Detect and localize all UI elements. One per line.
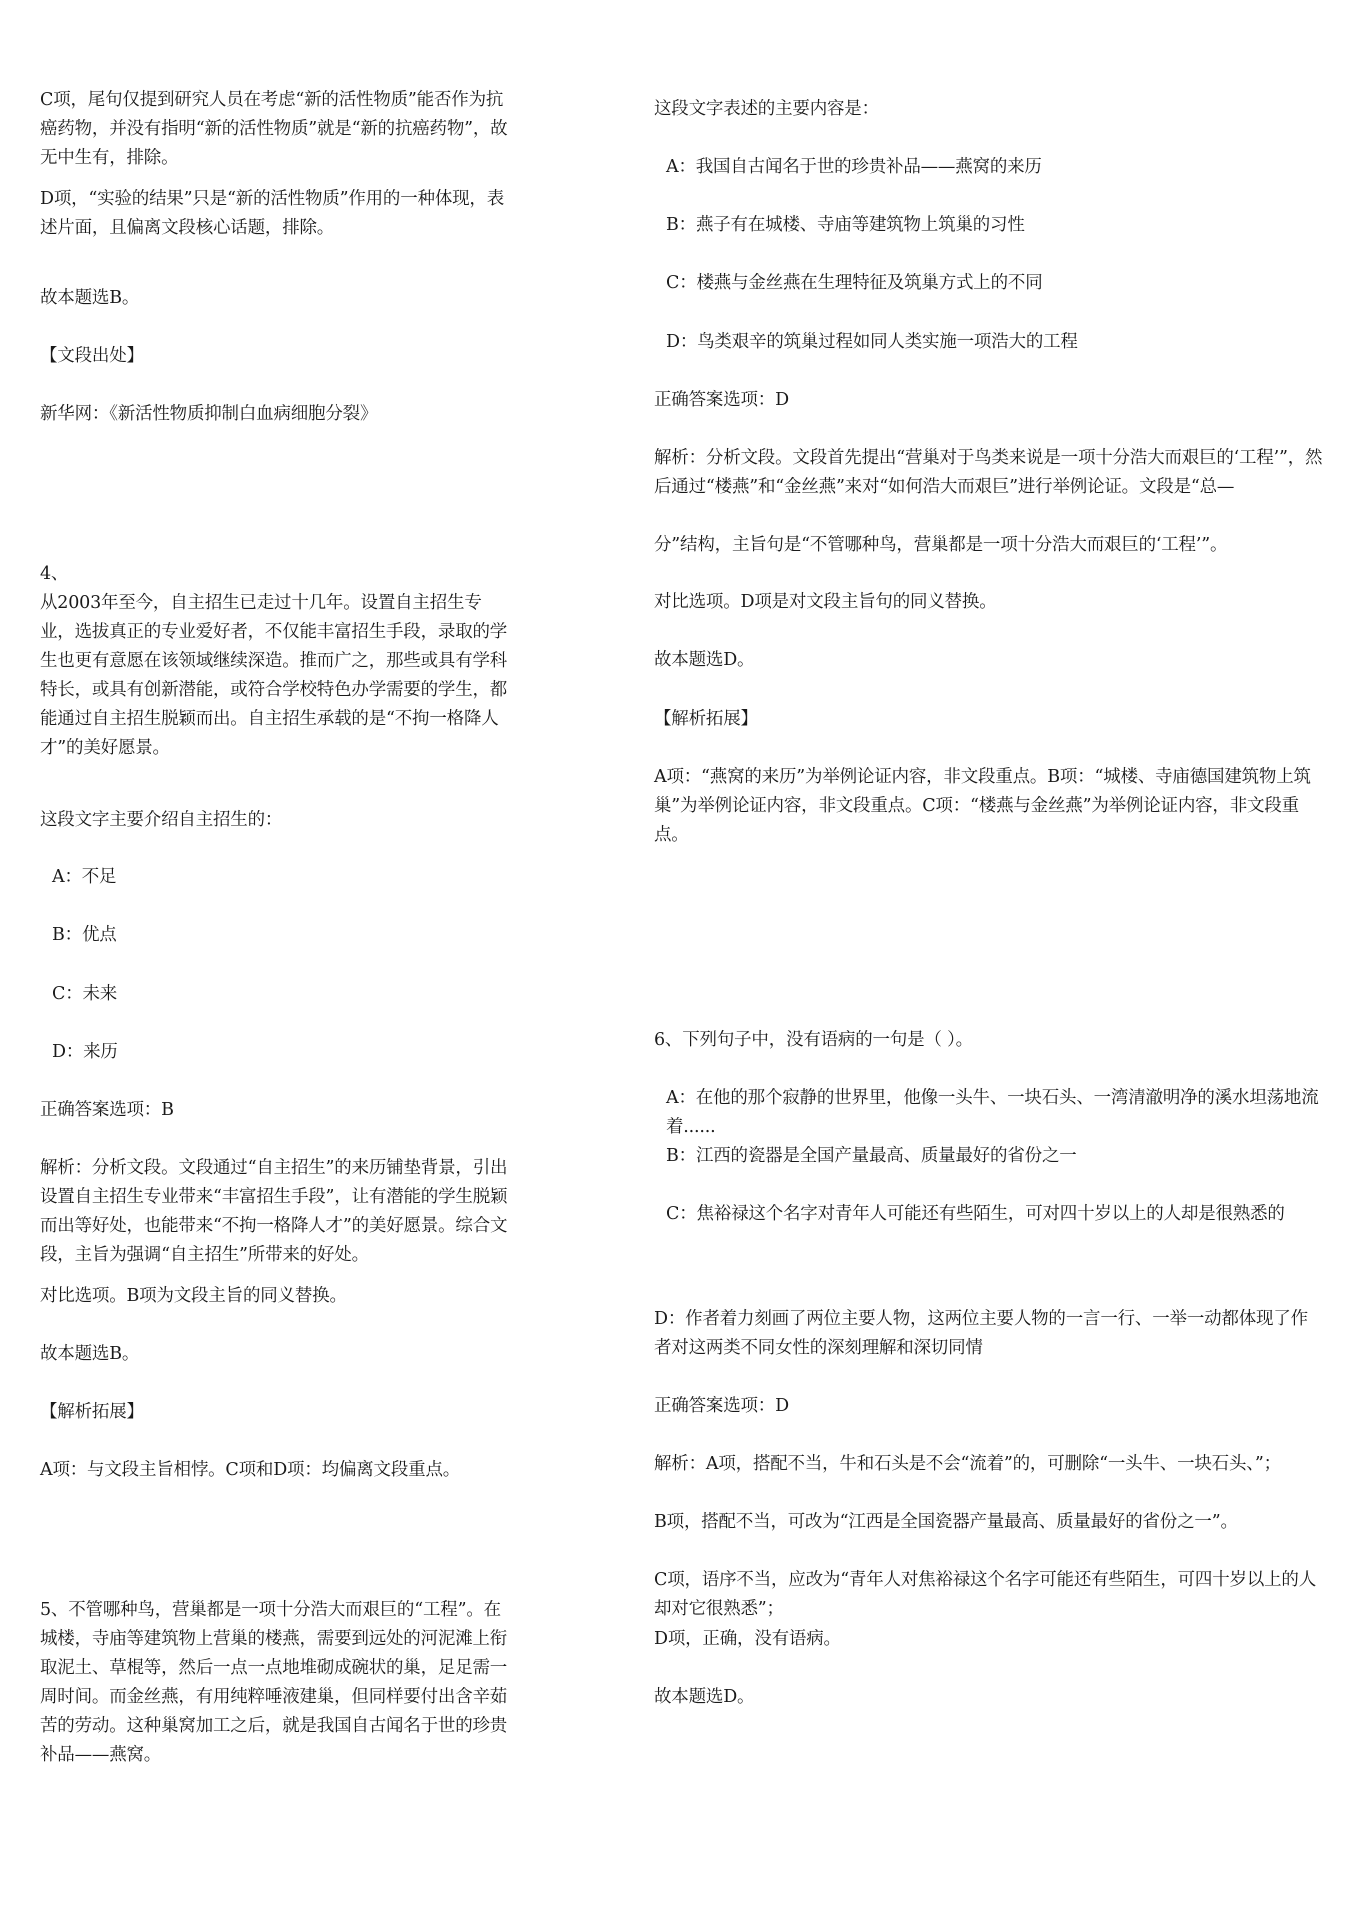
q4-extension-text: A项：与文段主旨相悖。C项和D项：均偏离文段重点。 (40, 1460, 461, 1480)
q5-analysis-line1: 解析：分析文段。文段首先提出“营巢对于鸟类来说是一项十分浩大而艰巨的‘工程’”，然后通过“楼燕”和“金丝燕”来对“如何浩大而艰巨”进行举例论证。文段是“总— (654, 448, 1323, 497)
q5-option-a: A：我国自古闻名于世的珍贵补品——燕窝的来历 (666, 157, 1042, 177)
source-text: 新华网：《新活性物质抑制白血病细胞分裂》 (40, 404, 378, 424)
q3-conclusion: 故本题选B。 (40, 288, 140, 308)
source-heading: 【文段出处】 (40, 346, 144, 366)
q5-analysis-line2: 分”结构，主旨句是“不管哪种鸟，营巢都是一项十分浩大而艰巨的‘工程’”。 (654, 535, 1228, 555)
q6-question: 6、下列句子中，没有语病的一句是（ ）。 (654, 1030, 973, 1050)
q6-analysis-b: B项，搭配不当，可改为“江西是全国瓷器产量最高、质量最好的省份之一”。 (654, 1512, 1238, 1532)
q4-option-b: B：优点 (52, 925, 117, 945)
q4-question: 这段文字主要介绍自主招生的： (40, 810, 283, 830)
q4-option-a: A：不足 (52, 867, 117, 887)
d-option-analysis: D项，“实验的结果”只是“新的活性物质”作用的一种体现，表述片面，且偏离文段核心话题，排除。 (40, 189, 505, 238)
q6-analysis-a: 解析：A项，搭配不当，牛和石头是不会“流着”的，可删除“一头牛、一块石头、”； (654, 1454, 1281, 1474)
q5-option-b: B：燕子有在城楼、寺庙等建筑物上筑巢的习性 (666, 215, 1025, 235)
q6-option-c: C：焦裕禄这个名字对青年人可能还有些陌生，可对四十岁以上的人却是很熟悉的 (666, 1204, 1285, 1224)
q4-compare: 对比选项。B项为文段主旨的同义替换。 (40, 1286, 347, 1306)
q6-analysis-d: D项，正确，没有语病。 (654, 1629, 841, 1649)
c-option-analysis: C项，尾句仅提到研究人员在考虑“新的活性物质”能否作为抗癌药物，并没有指明“新的活性物质”就是“新的抗癌药物”，故无中生有，排除。 (40, 90, 508, 168)
q4-option-d: D：来历 (52, 1042, 118, 1062)
q4-number: 4、 (40, 564, 69, 584)
q5-option-c: C：楼燕与金丝燕在生理特征及筑巢方式上的不同 (666, 273, 1043, 293)
q6-option-d: D：作者着力刻画了两位主要人物，这两位主要人物的一言一行、一举一动都体现了作者对这两类不同女性的深刻理解和深切同情 (654, 1309, 1308, 1358)
q6-option-b: B：江西的瓷器是全国产量最高、质量最好的省份之一 (666, 1146, 1077, 1166)
q5-question: 这段文字表述的主要内容是： (654, 99, 879, 119)
q6-option-a: A：在他的那个寂静的世界里，他像一头牛、一块石头、一湾清澈明净的溪水坦荡地流着...... (666, 1088, 1319, 1137)
q4-option-c: C：未来 (52, 984, 118, 1004)
q4-passage: 从2003年至今，自主招生已走过十几年。设置自主招生专业，选拔真正的专业爱好者，不仅能丰富招生手段，录取的学生也更有意愿在该领域继续深造。推而广之，那些或具有学科特长，或具有创新潜能，或符合学校特色办学需要的学生，都能通过自主招生脱颖而出。自主招生承载的是“不拘一格降人才”的美好愿景。 (40, 593, 508, 758)
q5-answer: 正确答案选项：D (654, 390, 789, 410)
q5-extension-text: A项：“燕窝的来历”为举例论证内容，非文段重点。B项：“城楼、寺庙德国建筑物上筑巢”为举例论证内容，非文段重点。C项：“楼燕与金丝燕”为举例论证内容，非文段重点。 (654, 767, 1311, 845)
q6-analysis-c: C项，语序不当，应改为“青年人对焦裕禄这个名字可能还有些陌生，可四十岁以上的人却对它很熟悉”； (654, 1570, 1317, 1619)
q4-analysis: 解析：分析文段。文段通过“自主招生”的来历铺垫背景，引出设置自主招生专业带来“丰富招生手段”，让有潜能的学生脱颖而出等好处，也能带来“不拘一格降人才”的美好愿景。综合文段，主旨为强调“自主招生”所带来的好处。 (40, 1158, 508, 1265)
q6-answer: 正确答案选项：D (654, 1396, 789, 1416)
q5-passage: 5、不管哪种鸟，营巢都是一项十分浩大而艰巨的“工程”。在城楼，寺庙等建筑物上营巢的楼燕，需要到远处的河泥滩上衔取泥土、草棍等，然后一点一点地堆砌成碗状的巢，足足需一周时间。而金丝燕，有用纯粹唾液建巢，但同样要付出含辛茹苦的劳动。这种巢窝加工之后，就是我国自古闻名于世的珍贵补品——燕窝。 (40, 1600, 508, 1765)
q5-compare: 对比选项。D项是对文段主旨句的同义替换。 (654, 592, 997, 612)
q6-conclusion: 故本题选D。 (654, 1687, 755, 1707)
q5-extension-heading: 【解析拓展】 (654, 709, 758, 729)
q4-conclusion: 故本题选B。 (40, 1344, 140, 1364)
q5-conclusion: 故本题选D。 (654, 650, 755, 670)
q5-option-d: D：鸟类艰辛的筑巢过程如同人类实施一项浩大的工程 (666, 332, 1078, 352)
q4-answer: 正确答案选项：B (40, 1100, 174, 1120)
q4-extension-heading: 【解析拓展】 (40, 1402, 144, 1422)
